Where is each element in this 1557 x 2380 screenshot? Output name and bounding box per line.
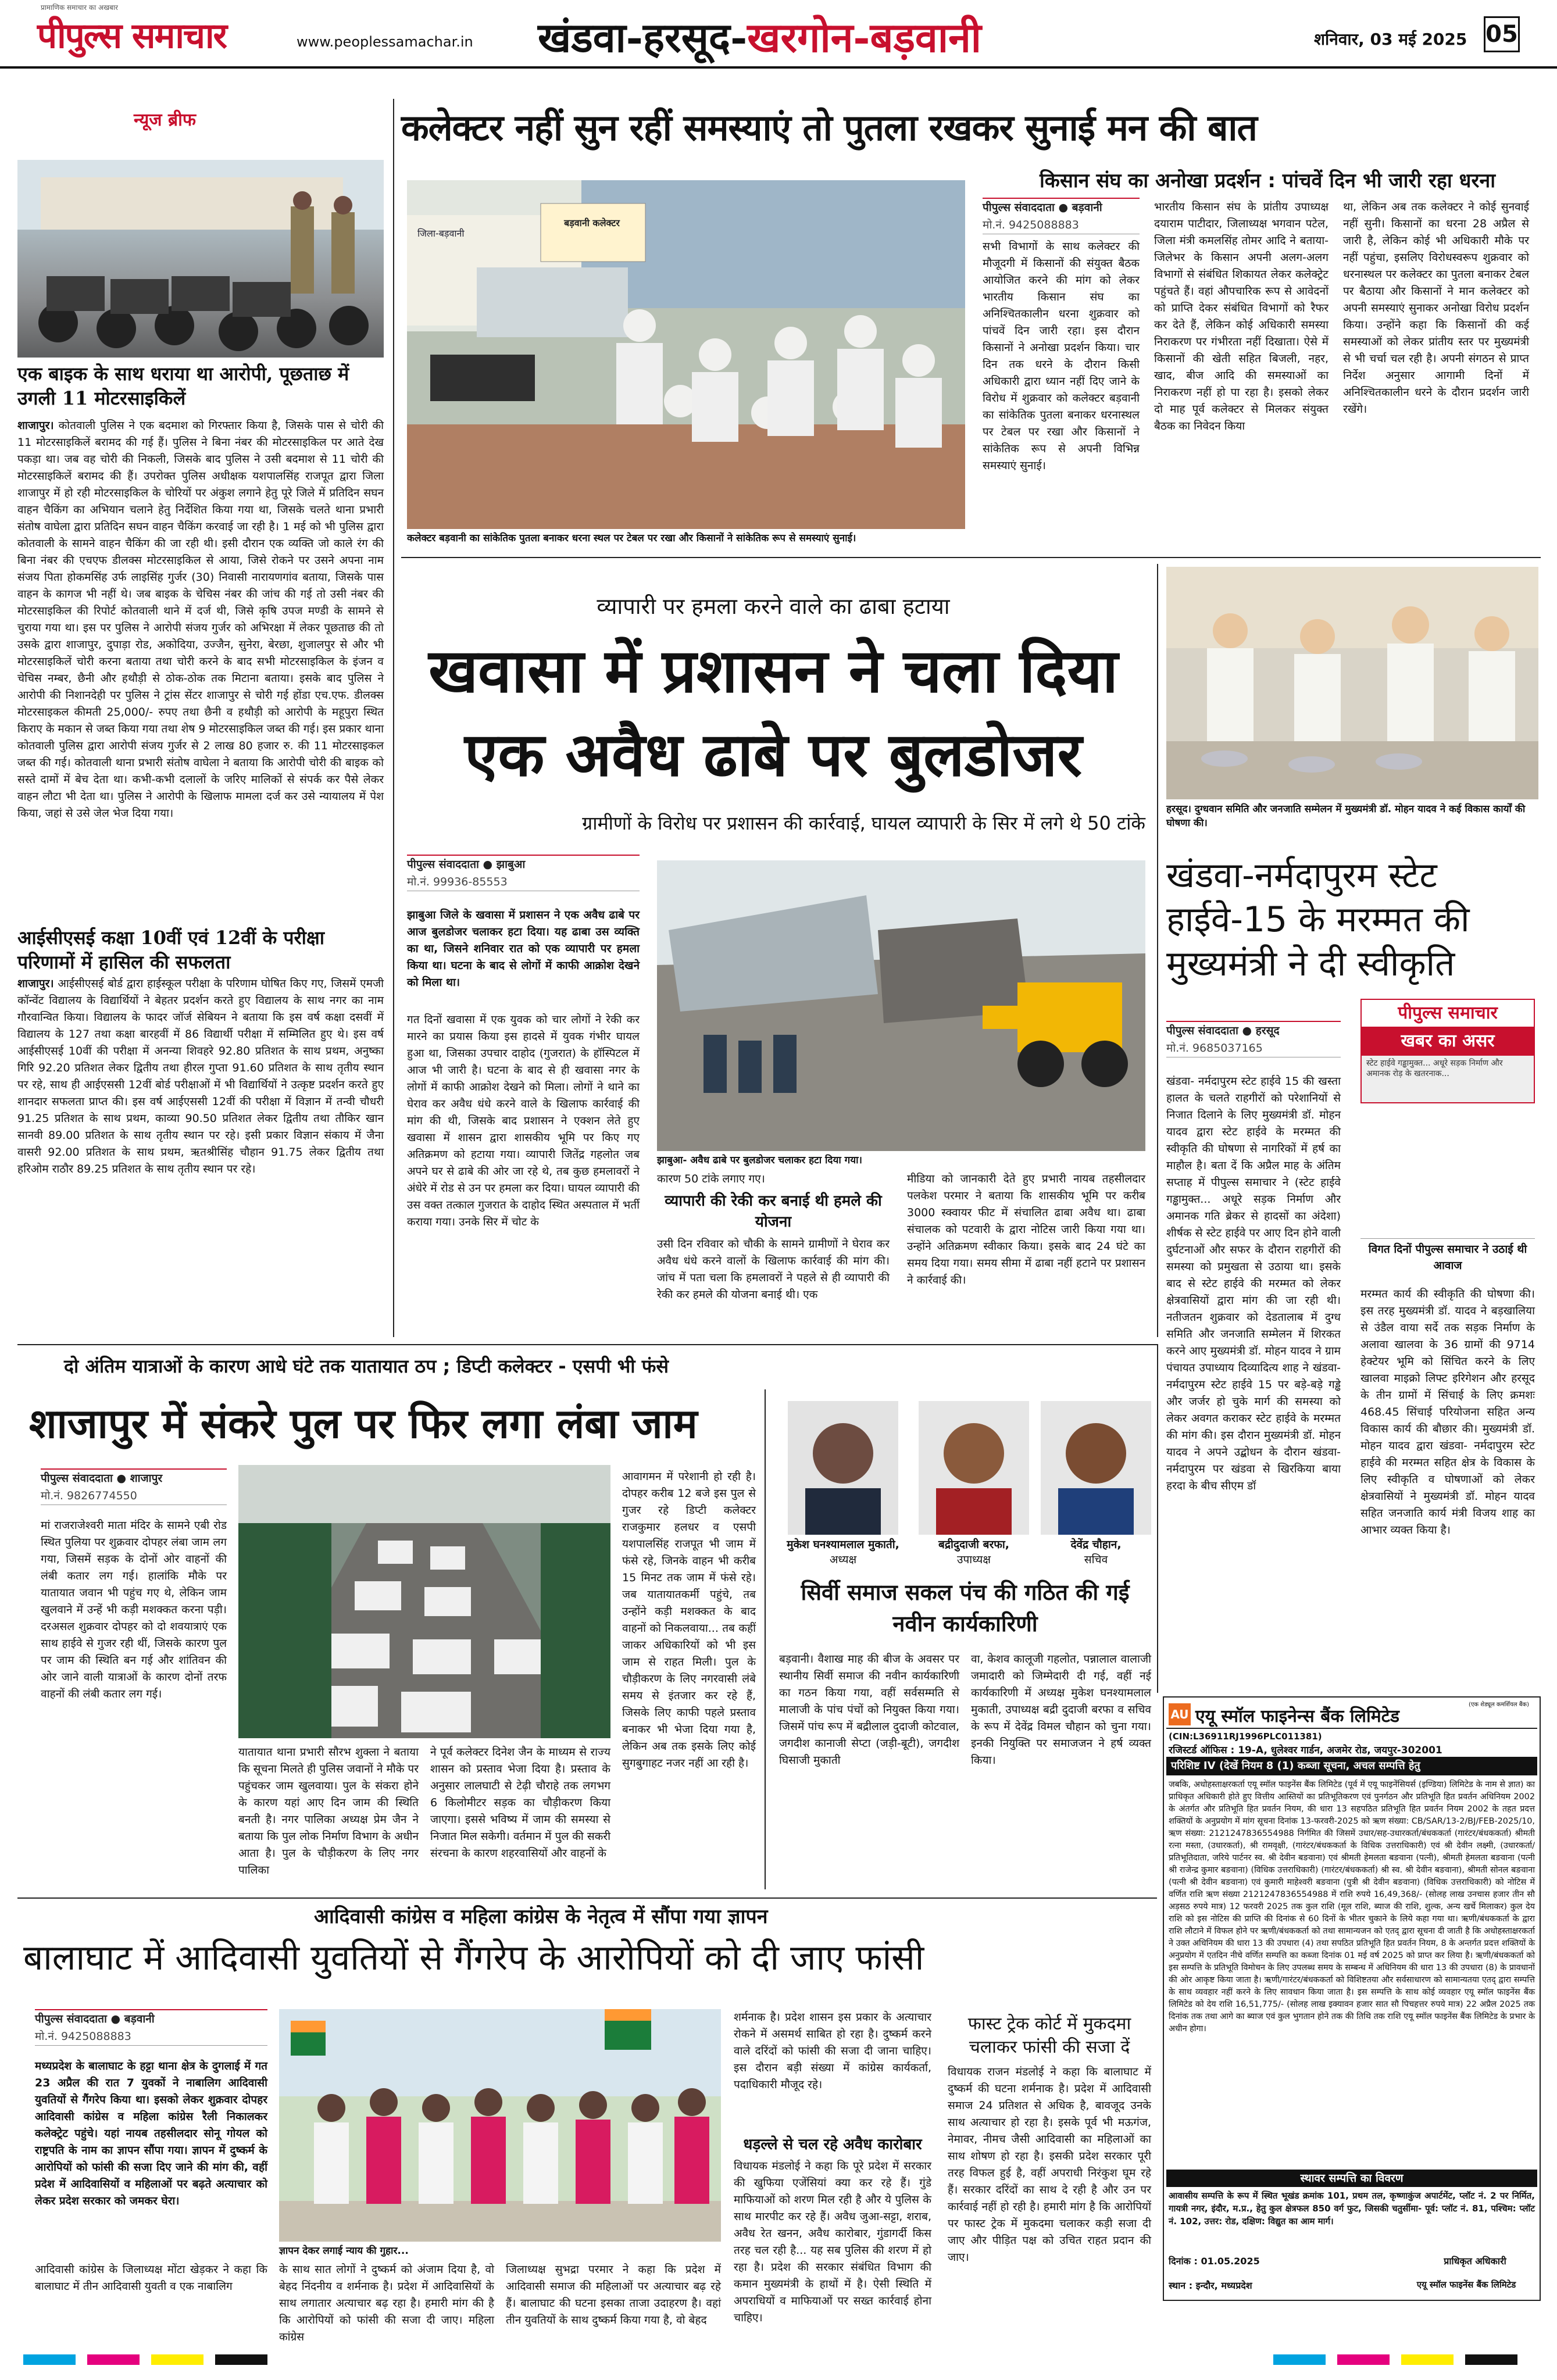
shajapur-mobile: मो.नं. 9826774550 — [41, 1487, 227, 1505]
balaghat-photo-caption: ज्ञापन देकर लगाई न्याय की गुहार... — [279, 2245, 409, 2257]
column-rule-2 — [1157, 564, 1158, 1337]
color-bar-cyan-2 — [1273, 2354, 1326, 2365]
masthead — [0, 0, 1557, 69]
shajapur-col1: मां राजराजेश्वरी माता मंदिर के सामने एबी रोड स्थित पुलिया पर शुक्रवार दोपहर लंबा जाम लग गया, जिसमें सड़क के दोनों ओर वाहनों की लंबी कतार लग गई। हालांकि मौके पर यातायात जवान भी पहुंच गए थे, लेकिन जाम खुलवाने में उन्हें भी कड़ी मशक्कत करना पड़ी। दरअसल शुक्रवार दोपहर को दो शवयात्राएं एक साथ हाईवे से गुजर रही थीं, जिसके कारण पुल पर जाम की स्थिति बन गई और शांतिवन की ओर जाने वाली यात्राओं के कारण दोनों तरफ वाहनों की लंबी कतार लग गई। — [41, 1519, 227, 1700]
person1-photo — [788, 1401, 898, 1535]
harsud-cm-photo — [1166, 567, 1538, 799]
shajapur-col2: यातायात थाना प्रभारी सौरभ शुक्ला ने बताया कि सूचना मिलते ही पुलिस जवानों ने मौके पर पहुंचकर जाम खुलवाया। पुल के संकरा होने के कारण यहां आए दिन जाम की स्थिति बनती है। नगर पालिका अध्यक्ष प्रेम जैन ने बताया कि पुल लोक निर्माण विभाग के अधीन आता है। पुल के चौड़ीकरण के लिए नगर पालिका — [238, 1746, 419, 1877]
person3-caption — [1035, 1537, 1157, 1567]
collector-mobile: मो.नं. 9425088883 — [983, 216, 1140, 234]
notice-property-title: स्थावर सम्पत्ति का विवरण — [1166, 2170, 1537, 2187]
news-brief-label: न्यूज ब्रीफ — [134, 110, 196, 130]
balaghat-col4: शर्मनाक है। प्रदेश शासन इस प्रकार के अत्याचार रोकने में असमर्थ साबित हो रहा है। दुष्कर्म करने वाले दरिंदों को फांसी की सजा दी जाना चाहिए। इस दौरान बड़ी संख्या में कांग्रेस कार्यकर्ता, पदाधिकारी मौजूद रहे। — [734, 2011, 931, 2091]
notice-date: दिनांक : 01.05.2025 — [1169, 2256, 1260, 2267]
news-brief-column — [17, 99, 384, 1334]
shajapur-byline — [41, 1468, 227, 1505]
color-bar-black-2 — [1465, 2354, 1517, 2365]
impact-badge-logo: पीपुल्स समाचार — [1398, 1003, 1498, 1023]
notice-reg-office: रजिस्टर्ड ऑफिस : 19-A, धुलेश्वर गार्डन, अजमेर रोड, जयपुर-302001 — [1169, 1745, 1442, 1756]
collector-headline: कलेक्टर नहीं सुन रहीं समस्याएं तो पुतला रखकर सुनाई मन की बात — [401, 106, 1257, 149]
khawasa-col3: मीडिया को जानकारी देते हुए प्रभारी नायब तहसीलदार पलकेश परमार ने बताया कि शासकीय भूमि पर करीब 3000 स्क्वायर फीट में संचालित ढाबा अवैध था। ढाबा संचालक को पटवारी के द्वारा नोटिस जारी किया गया था। उन्होंने अतिक्रमण स्वीकार किया। इसके बाद 24 घंटे का समय दिया गया। समय सीमा में ढाबा नहीं हटाने पर प्रशासन ने कार्रवाई की। — [907, 1173, 1145, 1287]
khawasa-bulldozer-photo — [657, 860, 1145, 1151]
balaghat-byline — [35, 2009, 267, 2046]
person1-name: मुकेश घनश्यामलाल मुकाती, — [787, 1538, 899, 1551]
highway-col1: खंडवा- नर्मदापुरम स्टेट हाईवे 15 की खस्ता हालत के चलते राहगीरों को परेशानियों से निजात दिलाने के लिए मुख्यमंत्री डॉ. मोहन यादव द्वारा स्टेट हाईवे के मरम्मत की स्वीकृति की घोषणा से नागरिकों में हर्ष का माहौल है। बता दें कि अप्रैल माह के अंतिम सप्ताह में पीपुल्स समाचार ने (स्टेट हाईवे गड्ढामुक्त... अधूरे सड़क निर्माण और अमानक गति ब्रेकर से हादसों का अंदेशा) शीर्षक से स्टेट हाईवे पर आए दिन होने वाली दुर्घटनाओं और सफर के दौरान राहगीरों की समस्या को प्रमुखता से उठाया था। इसके बाद से स्टेट हाईवे की मरम्मत को लेकर क्षेत्रवासियों द्वारा मांग की जा रही थी। नतीजतन शुक्रवार को देडतालाब में दुग्ध समिति और जनजाति सम्मेलन में शिरकत करने आए मुख्यमंत्री डॉ. मोहन यादव ने ग्राम पंचायत उपाध्याय दिव्यादित्य शाह ने खंडवा-नर्मदापुरम स्टेट हाईवे 15 पर बड़े-बड़े गड्ढे और जर्जर हो चुके मार्ग की समस्या को लेकर अवगत कराकर स्टेट हाईवे के मरम्मत की मांग की। इस दौरान मुख्यमंत्री डॉ. मोहन यादव ने अपने उद्बोधन के दौरान खंडवा-नर्मदापुरम पर खंडवा से खिरकिया बाया हरदा के बीच सीएम डॉ — [1166, 1075, 1341, 1492]
shajapur-traffic-photo — [238, 1465, 610, 1738]
brief2-body — [17, 975, 384, 1331]
khawasa-headline-line2: एक अवैध ढाबे पर बुलडोजर — [464, 719, 1083, 790]
khawasa-mobile: मो.नं. 99936-85553 — [407, 873, 640, 891]
balaghat-byline-text: पीपुल्स संवाददाता ● बड़वानी — [35, 2009, 267, 2028]
shajapur-col4: आवागमन में परेशानी हो रही है। दोपहर करीब 12 बजे इस पुल से गुजर रहे डिप्टी कलेक्टर राजकुमार हलधर व एसपी यशपालसिंह राजपूत भी जाम में फंसे रहे, जिनके वाहन भी करीब 15 मिनट तक जाम में फंसे रहे। जब यातायातकर्मी पहुंचे, तब उन्होंने कड़ी मशक्कत के बाद वाहनों को निकलवाया... तब कहीं जाकर अधिकारियों को भी इस जाम से राहत मिली। पुल के चौड़ीकरण के लिए नगरवासी लंबे समय से इंतजार कर रहे हैं, जिसके लिए काफी पहले प्रस्ताव बनाकर भी भेजा दिया गया है, लेकिन अब तक इसके लिए कोई सुगबुगाहट नजर नहीं आ रही है। — [622, 1470, 756, 1770]
notice-sign-sub: एयू स्मॉल फाइनेंस बैंक लिमिटेड — [1416, 2279, 1516, 2290]
highway-byline — [1166, 1021, 1341, 1057]
balaghat-mobile: मो.नं. 9425088883 — [35, 2028, 267, 2046]
highway-byline-text: पीपुल्स संवाददाता ● हरसूद — [1166, 1021, 1341, 1039]
rule-balaghat-top — [17, 1897, 1157, 1899]
harsud-illustration — [1166, 567, 1538, 799]
brief1-text: कोतवाली पुलिस ने एक बदमाश को गिरफ्तार किया है, जिसके पास से चोरी की 11 मोटरसाइकिलें बरामद की गई हैं। पुलिस ने बिना नंबर की मोटरसाइकिल पर आते देख पकड़ा था। जब वह चोरी की निकली, जिसके बाद पुलिस ने उसी बदमाश से 11 चोरी की मोटरसाइकिलें बरामद की हैं। उपरोक्त पुलिस अधीक्षक यशपालसिंह राजपूत द्वारा जिला शाजापुर में हो रही मोटरसाइकिल के चोरियों पर अंकुश लगाने हेतु पूरे जिले में प्रतिदिन सघन वाहन चैकिंग का अभियान चलाने हेतु निर्देशित किया गया था, जिसके चलते थाना प्रभारी संतोष वाघेला द्वारा प्रतिदिन सघन वाहन चैकिंग करवाई जा रही है। 1 मई को भी पुलिस द्वारा कोतवाली के सामने वाहन चैकिंग की जा रही थी। इसी दौरान एक व्यक्ति जो काले रंग की बिना नंबर की एचएफ डीलक्स मोटरसाइकिल से आया, जिसे रोकने पर उसने अपना नाम संजय पिता होकमसिंह उर्फ लाइसिंह गुर्जर (30) निवासी नारायणगांव बताया, जिसके पास वाहन के कागज भी नहीं थे। जब बाइक के चेचिस नंबर की जांच की गई तो उसी नंबर की मोटरसाइकिल की रिपोर्ट कोतवाली थाने में दर्ज थी, जिसे कृषि उपज मण्डी के सामने से चुराया गया था। इस पर पुलिस ने आरोपी संजय गुर्जर को अभिरक्षा में लेकर पूछताछ की तो उसके द्वारा शाजापुर, दुपाड़ा रोड, अकोदिया, उज्जैन, सुनेरा, बेरछा, शुजालपुर से और भी मोटरसाइकिलें चोरी करना बताया तथा चोरी करने के बाद सभी मोटरसाइकिल के इंजन व चेचिस नम्बर, छैनी और हथौड़ी से ठोक-ठोक तक मिटाना बताया। इसके बाद पुलिस ने आरोपी की निशानदेही पर पुलिस ने ट्रांस सेंटर शाजापुर से चोरी गई होंडा एच.एफ. डीलक्स मोटरसाइकल कीमती 25,000/- रुपए तथा छैनी व हथौड़ी को आरोपी के महूपुरा स्थित किराए के मकान से जब्त किया गया तथा शेष 9 मोटरसाइकिल जब्त की गई। इस प्रकार थाना कोतवाली पुलिस द्वारा आरोपी संजय गुर्जर से 2 लाख 80 हजार रु. की 11 मोटरसाइकल जब्त की गई। कोतवाली थाना प्रभारी संतोष वाघेला ने बताया कि आरोपी चोरी की बाइक को सस्ते दामों में बेच देता था। कभी-कभी दलालों के जरिए मालिकों से संपर्क कर पैसे लेकर वाहन लौटा भी देता था। पुलिस ने आरोपी के खिलाफ मामला दर्ज कर उसे न्यायालय में पेश किया, जहां से उसे जेल भेज दिया गया। — [17, 419, 384, 820]
highway-col2: मरम्मत कार्य की स्वीकृति की घोषणा की। इस तरह मुख्यमंत्री डॉ. यादव ने बड़खालिया से उंडैल वाया सर्दे तक सड़क निर्माण के अलावा खालवा के 36 ग्रामों की 9714 हेक्टेयर भूमि को सिंचित करने के लिए खालवा माइक्रो लिफ्ट इरिगेशन और हरसूद के तीन ग्रामों में सिंचाई के लिए क्रमशः 468.45 सिंचाई परियोजना सहित अन्य विकास कार्य की बौछार की। मुख्यमंत्री डॉ. मोहन यादव द्वारा खंडवा- नर्मदापुरम स्टेट हाईवे की मरम्मत सहित क्षेत्र के विकास के लिए स्वीकृति व घोषणाओं को लेकर क्षेत्रवासियों ने मुख्यमंत्री डॉ. मोहन यादव सहित जनजाति कार्य मंत्री विजय शाह का आभार व्यक्त किया है। — [1360, 1288, 1535, 1536]
region-title-part1: खंडवा-हरसूद- — [538, 13, 748, 62]
collector-protest-photo — [407, 180, 965, 529]
brief2-title: आईसीएसई कक्षा 10वीं एवं 12वीं के परीक्षा परिणामों में हासिल की सफलता — [17, 927, 325, 973]
column-rule-4 — [1157, 1344, 1158, 1693]
impact-badge-label: खबर का असर — [1362, 1027, 1534, 1056]
impact-badge — [1360, 999, 1535, 1103]
highway-headline: खंडवा-नर्मदापुरम स्टेट हाईवे-15 के मरम्मत की मुख्यमंत्री ने दी स्वीकृति — [1166, 855, 1470, 984]
impact-clip-text: स्टेट हाईवे गड्ढामुक्त... अधूरे सड़क निर्माण और अमानक रोड़ के खतरनाक... — [1366, 1059, 1503, 1078]
color-bar-yellow — [151, 2354, 203, 2365]
balaghat-inner-head2: फास्ट ट्रेक कोर्ट में मुकदमा चलाकर फांसी की सजा दें — [967, 2014, 1131, 2057]
highway-mobile: मो.नं. 9685037165 — [1166, 1039, 1341, 1057]
balaghat-lead: मध्यप्रदेश के बालाघाट के हट्टा थाना क्षेत्र के दुगलाई में गत 23 अप्रैल की रात 7 युवकों ने नाबालिग आदिवासी युवतियों से गैंगरेप किया था। इसको लेकर शुक्रवार दोपहर आदिवासी कांग्रेस व महिला कांग्रेस रैली निकालकर कलेक्ट्रेट पहुंचे। यहां नायब तहसीलदार सोनू गोयल को राष्ट्रपति के नाम का ज्ञापन सौंपा गया। ज्ञापन में दुष्कर्म के आरोपियों को फांसी की सजा दिए जाने की मांग की, वहीं प्रदेश में आदिवासियों व महिलाओं पर बढ़ते अत्याचार को लेकर प्रदेश सरकार को जमकर घेरा। — [35, 2060, 267, 2207]
khawasa-col2a: कारण 50 टांके लगाए गए। — [657, 1173, 765, 1185]
khawasa-byline — [407, 855, 640, 891]
harsud-caption: हरसूद। दुग्धवान समिति और जनजाति सम्मेलन में मुख्यमंत्री डॉ. मोहन यादव ने कई विकास कार्यों की घोषणा की। — [1166, 803, 1526, 829]
notice-cin: (CIN:L36911RJ1996PLC011381) — [1169, 1731, 1322, 1742]
color-bar-magenta-2 — [1337, 2354, 1390, 2365]
khawasa-subhead: ग्रामीणों के विरोध पर प्रशासन की कार्रवाई, घायल व्यापारी के सिर में लगे थे 50 टांके — [582, 812, 1145, 834]
region-title-part2: खरगोन-बड़वानी — [747, 13, 981, 62]
balaghat-rally-photo — [279, 2009, 721, 2242]
shajapur-col3: ने पूर्व कलेक्टर दिनेश जैन के माध्यम से राज्य शासन को प्रस्ताव भेजा दिया है। प्रस्ताव के अनुसार लालघाटी से टेढ़ी चौराहे तक लगभग 6 किलोमीटर सड़क का चौड़ीकरण किया जाएगा। इससे भविष्य में जाम की समस्या से निजात मिल सकेगी। वर्तमान में पुल की सकरी संरचना के कारण शहरवासियों और वाहनों के — [430, 1746, 610, 1860]
balaghat-col4b: विधायक मंडलोई ने कहा कि पूरे प्रदेश में सरकार की खुफिया एजेंसियां क्या कर रहे हैं। गुंडे माफियाओं को शरण मिल रही है और ये पुलिस के साथ मारपीट कर रहे हैं। अवैध जुआ-सट्टा, शराब, अवैध रेत खनन, अवैध कारोबार, गुंडागर्दी किस तरह चल रही है... यह सब पुलिस की शरण में हो रहा है। प्रदेश की सरकार संबंधित विभाग की कमान मुख्यमंत्री के हाथों में है। ऐसी स्थिति में अपराधियों व माफियाओं पर सख्त कार्रवाई होना चाहिए। — [734, 2160, 931, 2324]
brief2-dateline: शाजापुर। — [17, 977, 54, 990]
balaghat-kicker: आदिवासी कांग्रेस व महिला कांग्रेस के नेतृत्व में सौंपा गया ज्ञापन — [314, 1905, 768, 1928]
balaghat-headline: बालाघाट में आदिवासी युवतियों से गैंगरेप के आरोपियों को दी जाए फांसी — [23, 1938, 924, 1978]
color-bar-black — [215, 2354, 267, 2365]
person2-caption — [913, 1537, 1035, 1567]
au-bank-notice — [1163, 1696, 1541, 2301]
brief2-text: आईसीएसई बोर्ड द्वारा हाईस्कूल परीक्षा के परिणाम घोषित किए गए, जिसमें एमजी कॉन्वेंट विद्यालय के विद्यार्थियों ने बेहतर प्रदर्शन करते हुए विद्यालय के साथ नगर का नाम गौरवान्वित किया। विद्यालय के फादर जॉर्ज सेबियन ने बताया कि इस वर्ष कक्षा दसवीं में विद्यालय के 127 तथा कक्षा बारहवीं में 86 विद्यार्थी परीक्षा में सम्मिलित हुए थे। इस वर्ष आईसीएसई 10वीं की परीक्षा में अनन्या शिवहरे 92.80 प्रतिशत के साथ प्रथम, अनुष्का गिरि 92.20 प्रतिशत लेकर द्वितीय तथा हीरल गुप्ता 91.60 प्रतिशत के साथ तृतीय स्थान पर रहे, साथ ही आईएससी 12वीं बोर्ड परीक्षाओं में भी विद्यार्थियों ने उत्कृष्ट प्रदर्शन करते हुए शानदार सफलता प्राप्त की। इस वर्ष आईएससी 12वीं की परीक्षा में विज्ञान में तन्वी चौधरी 91.25 प्रतिशत के साथ प्रथम, काव्या 90.50 प्रतिशत लेकर द्वितीय तथा तौकिर खान सानवी 89.00 प्रतिशत के साथ तृतीय स्थान पर रहे। इसी प्रकार विज्ञान संकाय में जैना वासरी 92.00 प्रतिशत के साथ प्रथम, ऋतश्रीसिंह चौहान 91.75 लेकर द्वितीय तथा हरिओम राठौर 89.25 प्रतिशत के साथ तृतीय स्थान पर रहे। — [17, 977, 384, 1175]
footer-color-registration — [0, 2349, 1557, 2372]
balaghat-col1b: आदिवासी कांग्रेस के जिलाध्यक्ष मोंटा खेड़कर ने कहा कि बालाघाट में तीन आदिवासी युवती व एक नाबालिग — [35, 2263, 267, 2293]
notice-title: एयू स्मॉल फाइनेन्स बैंक लिमिटेड — [1195, 1706, 1399, 1727]
brief1-dateline: शाजापुर। — [17, 419, 54, 432]
khawasa-kicker: व्यापारी पर हमला करने वाले का ढाबा हटाया — [597, 594, 950, 619]
photo-sign-district: जिला-बड़वानी — [417, 228, 465, 239]
color-bar-cyan — [23, 2354, 76, 2365]
person3-role: सचिव — [1084, 1553, 1108, 1566]
police-bikes-photo — [17, 160, 384, 358]
khawasa-col1: गत दिनों खवासा में एक युवक को चार लोगों ने रेकी कर मारने का प्रयास किया इस हादसे में युवक गंभीर घायल हुआ था, जिसका उपचार दाहोद (गुजरात) के हॉस्पिटल में आज भी जारी है। घटना के बाद से ही खवासा नगर के लोगों में काफी आक्रोश देखने को मिला। लोगों ने थाने का घेराव कर अवैध धंधे करने वाले के खिलाफ कार्रवाई की मांग की थी, जिसके बाद प्रशासन ने एक्शन लेते हुए खवासा में शासन द्वारा शासकीय भूमि पर किए गए अतिक्रमण को हटाया गया। व्यापारी जितेंद्र गहलोत जब अपने घर से ढाबे की ओर जा रहे थे, तब कुछ हमलावरों ने अंधेरे में रोड से उन पर हमला कर दिया। घायल व्यापारी की उस वक्त तत्काल गुजरात के दाहोद स्थित अस्पताल में भर्ती कराया गया। उनके सिर में चोट के — [407, 1013, 640, 1228]
page-number: 05 — [1484, 16, 1520, 52]
impact-clip-caption: विगत दिनों पीपुल्स समाचार ने उठाई थी आवाज — [1360, 1238, 1535, 1274]
masthead-website[interactable]: www.peoplessamachar.in — [297, 34, 473, 50]
color-bar-magenta — [87, 2354, 140, 2365]
person1-caption — [779, 1537, 907, 1567]
sirvi-col2: वा, केशव कालूजी गहलोत, पन्नालाल वालाजी जमादारी को जिम्मेदारी दी गई, वहीं नई कार्यकारिणी में अध्यक्ष मुकेश घनश्यामलाल मुकाती, उपाध्यक्ष बद्री दुदाजी बरफा व सचिव के रूप में देवेंद्र विमल चौहान को चुना गया। इनकी नियुक्ति पर समाजजन ने हर्ष व्यक्त किया। — [971, 1653, 1151, 1767]
khawasa-lead: झाबुआ जिले के खवासा में प्रशासन ने एक अवैध ढाबे पर आज बुलडोजर चलाकर हटा दिया। यह ढाबा उस व्यक्ति का था, जिसने शनिवार रात को एक व्यापारी पर हमला किया था। घटना के बाद से लोगों में काफी आक्रोश देखने को मिला था। — [407, 909, 640, 989]
notice-place: स्थान : इन्दौर, मध्यप्रदेश — [1169, 2280, 1252, 2291]
balaghat-col5: विधायक राजन मंडलोई ने कहा कि बालाघाट में दुष्कर्म की घटना शर्मनाक है। प्रदेश में आदिवासी समाज 24 प्रतिशत से अधिक है, बावजूद उनके साथ अत्याचार हो रहा है। इसके पूर्व भी मऊगंज, नेमावर, नीमच जैसी आदिवासी का महिलाओं का साथ शोषण हो रहा है। इसकी प्रदेश सरकार पूरी तरह विफल हुई है, वहीं अपराधी निरंकुश घूम रहे हैं। सरकार दरिंदों का साथ दे रही है और उन पर कार्रवाई नहीं हो रही है। हमारी मांग है कि आरोपियों पर फास्ट ट्रेक में मुकदमा चलाकर कड़ी सजा दी जाए और पीड़ित पक्ष को उचित राहत प्रदान की जाए। — [948, 2065, 1151, 2264]
rally-illustration — [279, 2009, 721, 2242]
khawasa-inner-head: व्यापारी की रेकी कर बनाई थी हमले की योजना — [665, 1192, 882, 1231]
collector-photo-caption: कलेक्टर बड़वानी का सांकेतिक पुतला बनाकर धरना स्थल पर टेबल पर रखा और किसानों ने सांकेतिक रूप से समस्याएं सुनाई। — [407, 533, 856, 544]
balaghat-inner-head1: धड़ल्ले से चल रहे अवैध कारोबार — [743, 2136, 922, 2153]
color-bar-yellow-2 — [1401, 2354, 1454, 2365]
collector-subhead: किसान संघ का अनोखा प्रदर्शन : पांचवें दिन भी जारी रहा धरना — [1039, 169, 1496, 192]
bulldozer-illustration — [657, 860, 1145, 1151]
brief1-title: एक बाइक के साथ धराया था आरोपी, पूछताछ में उगली 11 मोटरसाइकिलें — [17, 363, 349, 409]
rule-shajapur-top — [17, 1344, 1157, 1345]
notice-property-body: आवासीय सम्पत्ति के रूप में स्थित भूखंड क्रमांक 101, प्रथम तल, कृष्णाकुंज अपार्टमेंट, प्लॉट नं. 2 पर निर्मित, गायत्री नगर, इंदौर, म.प्र., हेतु कुल क्षेत्रफल 850 वर्ग फुट, जिसकी चतुर्सीमा- पूर्व: प्लॉट नं. 81, पश्चिम: प्लॉट नं. 102, उत्तर: रोड, दक्षिण: विद्युत का आम मार्ग। — [1169, 2190, 1535, 2227]
traffic-illustration — [238, 1465, 610, 1738]
protest-illustration — [407, 180, 965, 529]
balaghat-col2b: के साथ सात लोगों ने दुष्कर्म को अंजाम दिया है, वो बेहद निंदनीय व शर्मनाक है। प्रदेश में आदिवासियों के साथ लगातार अत्याचार बढ़ रहा है। हमारी मांग की है कि आरोपियों को फांसी की सजा दी जाए। महिला कांग्रेस — [279, 2263, 494, 2343]
person2-photo — [919, 1401, 1029, 1535]
shajapur-headline: शाजापुर में संकरे पुल पर फिर लगा लंबा जाम — [29, 1399, 698, 1448]
region-title — [538, 8, 981, 64]
person1-role: अध्यक्ष — [829, 1553, 857, 1566]
notice-appendix: परिशिष्ट IV (देखें नियम 8 (1) कब्जा सूचना, अचल सम्पत्ति हेतु — [1166, 1757, 1537, 1775]
collector-col2: भारतीय किसान संघ के प्रांतीय उपाध्यक्ष दयाराम पाटीदार, जिलाध्यक्ष भगवान पटेल, जिला मंत्री कमलसिंह तोमर आदि ने बताया- जिलेभर के किसान अपनी अलग-अलग विभागों से संबंधित शिकायत लेकर कलेक्ट्रेट पहुंचते हैं। वहां औपचारिक रूप से आवेदनों को प्राप्ति देकर संबंधित विभागों को रैफर कर देते हैं, लेकिन कोई अधिकारी समस्या निराकरण पर गंभीरता नहीं दिखाता। ऐसे में किसानों की खेती सहित बिजली, नहर, खाद, बीज आदि की समस्याओं का निराकरण नहीं हो पा रहा है। इसको लेकर दो माह पूर्व कलेक्टर से मिलकर संयुक्त बैठक का निवेदन किया — [1154, 201, 1329, 433]
person2-role: उपाध्यक्ष — [957, 1553, 991, 1566]
collector-byline-text: पीपुल्स संवाददाता ● बड़वानी — [983, 198, 1140, 216]
khawasa-photo-caption: झाबुआ- अवैध ढाबे पर बुलडोजर चलाकर हटा दिया गया। — [657, 1155, 862, 1166]
collector-byline — [983, 198, 1140, 234]
masthead-logo-small: प्रामाणिक समाचार का अखबार — [41, 3, 118, 12]
au-logo-icon: AU — [1169, 1703, 1191, 1725]
shajapur-kicker: दो अंतिम यात्राओं के कारण आधे घंटे तक यातायात ठप ; डिप्टी कलेक्टर - एसपी भी फंसे — [64, 1355, 669, 1377]
sirvi-headline: सिर्वी समाज सकल पंच की गठित की गई नवीन कार्यकारिणी — [801, 1579, 1130, 1636]
collector-col1: सभी विभागों के साथ कलेक्टर की मौजूदगी में किसानों की संयुक्त बैठक आयोजित करने की मांग को लेकर भारतीय किसान संघ का अनिश्चितकालीन धरना शुक्रवार को पांचवें दिन जारी रहा। इस दौरान किसानों ने अनोखा प्रदर्शन किया। चार दिन तक धरने के दौरान किसी अधिकारी द्वारा ध्यान नहीं दिए जाने के विरोध में शुक्रवार को कलेक्टर बड़वानी का सांकेतिक पुतला बनाकर धरनास्थल पर टेबल पर रखा और किसानों ने सांकेतिक रूप से अपनी विभिन्न समस्याएं सुनाई। — [983, 240, 1140, 472]
balaghat-col3b: जिलाध्यक्ष सुभद्रा परमार ने कहा कि प्रदेश में आदिवासी समाज की महिलाओं पर अत्याचार बढ़ रहे हैं। बालाघाट की घटना इसका ताजा उदाहरण है। वहां तीन युवतियों के साथ दुष्कर्म किया गया है, वो बेहद — [506, 2263, 721, 2327]
khawasa-headline-line1: खवासा में प्रशासन ने चला दिया — [428, 635, 1118, 706]
police-bikes-illustration — [17, 160, 384, 358]
person3-name: देवेंद्र चौहान, — [1070, 1538, 1122, 1551]
masthead-logo[interactable]: पीपुल्स समाचार — [37, 16, 227, 56]
person2-name: बद्रीदुदाजी बरफा, — [938, 1538, 1009, 1551]
notice-header — [1166, 1700, 1537, 1729]
masthead-date: शनिवार, 03 मई 2025 — [1314, 30, 1467, 49]
notice-title-sub: (एक शेड्यूल कमर्शियल बैंक) — [1469, 1702, 1530, 1708]
impact-clip — [1362, 1056, 1534, 1102]
sirvi-col1: बड़वानी। वैशाख माह की बीज के अवसर पर स्थानीय सिर्वी समाज की नवीन कार्यकारिणी का गठन किया गया, वहीं सर्वसम्मति से मालाजी के पांच पंचों को नियुक्त किया गया। जिसमें पांच रूप में बद्रीलाल दुदाजी कोटवाल, जगदीश कानाजी सेप्टा (जड़ी-बूटी), जगदीश घिसाजी मुकाती — [779, 1653, 959, 1767]
khawasa-col2: उसी दिन रविवार को चौकी के सामने ग्रामीणों ने घेराव कर अवैध धंधे करने वालों के खिलाफ कार्रवाई की मांग की। जांच में पता चला कि हमलावरों ने पहले से ही व्यापारी की रेकी कर हमले की योजना बनाई थी। एक — [657, 1238, 890, 1301]
notice-body: जबकि, अधोहस्ताक्षरकर्ता एयू स्मॉल फाइनेंस बैंक लिमिटेड (पूर्व में एयू फाइनेंसियर्स (इण्डिया) लिमिटेड के नाम से ज्ञात) का प्राधिकृत अधिकारी होते हुए वित्तीय आस्तियों का प्रतिभूतिकरण एवं पुनर्गठन और प्रतिभूति हित प्रवर्तन अधिनियम 2002 के अंतर्गत और प्रतिभूति हित प्रवर्तन नियम, की धारा 13 सहपठित प्रतिभूति हित प्रवर्तन नियम 2002 के तहत प्रदत्त शक्तियों के अनुप्रयोग में मांग सूचना दिनांक 13-फरवरी-2025 को ऋण संख्या: CB/SAR/13-2/BJ/FEB-2025/10, ऋण संख्या: 2121247836554988 निर्गमित की जिसमें उधार/सह-उधारकर्ता/बंधककर्ता (गारंटर/बंधककर्ता) श्रीमती रत्ना मस्ता, (उधारकर्ता), श्री रामवृक्षी, (गारंटर/बंधककर्ता के विधिक उत्तराधिकारी) एवं श्री देवीन लक्ष्मी, (उधारकर्ता/प्रतिभूतिदाता, जरिये पार्टनर स्व. श्री देवीन बङवाना) एवं श्रीमती हेमलता बङवाना (पत्नी), श्रीमती हेमलता बङवाना (पत्नी श्री राजेन्द्र कुमार बङवाना) (विधिक उत्तराधिकारी) (गारंटर/बंधककर्ता) श्री स्व. श्री देवीन बङवाना), श्रीमती सोनल बङवाना (पत्नी श्री देवीन बङवाना) एवं कुमारी माहेश्वरी बङवाना (पुत्री श्री देवीन बङवाना) (विधिक उत्तराधिकारी) को नोटिस में वर्णित राशि ऋण संख्या 2121247836554988 में राशि रुपये 16,49,368/- (सोलह लाख उनचास हजार तीन सौ अड़सठ रुपये मात्र) 12 फरवरी 2025 तक कुल राशि (मूल राशि, ब्याज की राशि, शुल्क, अन्य खर्चे मिलाकर) कुल देय राशि को इस नोटिस की प्राप्ति की दिनांक से 60 दिनों के भीतर चुकाने के लिये कहा गया था। ऋणी/बंधककर्ता के द्वारा राशि लौटाने में विफल होने पर ऋणी/बंधककर्ता को तथा सामान्यजन को एतद् द्वारा सूचना दी जाती है कि अधोहस्ताक्षरकर्ता ने उक्त अधिनियम की धारा 13 की उपधारा (4) तथा सपठित प्रतिभूति हित प्रवर्तन नियम, 8 के अन्तर्गत प्रदत्त शक्तियों के अनुप्रयोग में एतदिन नीचे वर्णित सम्पत्ति का कब्जा दिनांक 01 मई वर्ष 2025 को प्राप्त कर लिया है। ऋणी/बंधककर्ता को इस सम्पत्ति के प्रतिभूति विमोचन के लिए उपलब्ध समय के सम्बन्ध में अधिनियम की धारा 13 की उपधारा (8) के प्रावधानों की ओर आकृष्ट किया जाता है। ऋणी/गारंटर/बंधककर्ता को विशिष्टतया और सर्वसाधारण को सामान्यतया एतद् द्वारा सम्पत्ति के साथ व्यवहार नहीं करने के लिए सावधान किया जाता है। इस सम्पत्ति के साथ कोई व्यवहार एयू स्मॉल फाइनेंस बैंक लिमिटेड को देय राशि 16,51,775/- (सोलह लाख इक्यावन हजार सात सौ पिचहत्तर रुपये मात्र) 22 अप्रैल 2025 तक दिनांक तक तथा आगे का ब्याज एवं कुल भुगतान होने तक की तिथि तक राशि एयू स्मॉल फाइनेंस बैंक लिमिटेड के प्रभार के अधीन होगा। — [1169, 1780, 1535, 2034]
photo-sign-collector: बड़वानी कलेक्टर — [564, 217, 620, 228]
khawasa-byline-text: पीपुल्स संवाददाता ● झाबुआ — [407, 855, 640, 873]
person3-photo — [1041, 1401, 1151, 1535]
brief1-body — [17, 417, 384, 919]
notice-sign-title: प्राधिकृत अधिकारी — [1444, 2256, 1506, 2267]
column-rule-1 — [393, 99, 394, 1337]
column-rule-3 — [765, 1389, 766, 1889]
rule-collector-bottom — [401, 557, 1541, 558]
shajapur-byline-text: पीपुल्स संवाददाता ● शाजापुर — [41, 1468, 227, 1487]
collector-col3: था, लेकिन अब तक कलेक्टर ने कोई सुनवाई नहीं सुनी। किसानों का धरना 28 अप्रैल से जारी है, लेकिन कोई भी अधिकारी मौके पर नहीं पहुंचा, इसलिए विरोधस्वरूप शुक्रवार को धरनास्थल पर कलेक्टर का पुतला बनाकर टेबल पर बैठाया और किसानों ने मान कलेक्टर को अपनी समस्याएं सुनाकर अनोखा विरोध प्रदर्शन किया। उन्होंने कहा कि किसानों की कई समस्याओं को लेकर प्रांतीय स्तर पर मुख्यमंत्री से भी चर्चा चल रही है। अपनी संगठन से प्राप्त निर्देश अनुसार आगामी दिनों में अनिश्चितकालीन धरने के दौरान प्रदर्शन जारी रखेंगे। — [1343, 201, 1529, 416]
